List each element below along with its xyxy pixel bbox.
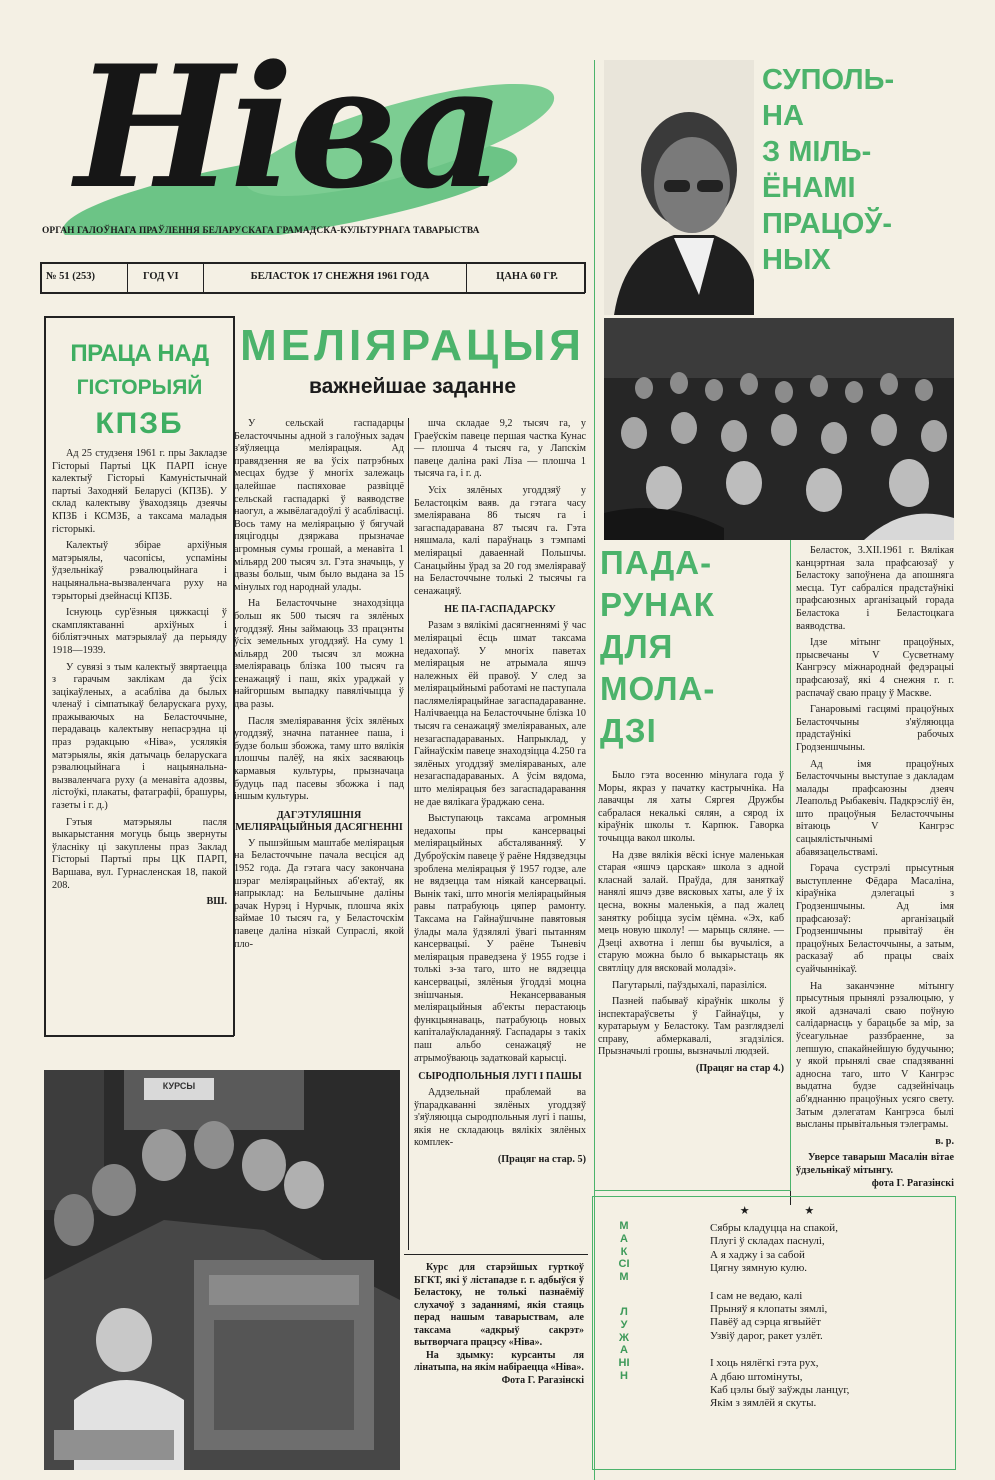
course-caption-credit: Фота Г. Рагазінскі [501, 1374, 584, 1386]
poem-s1-l1: Сябры кладуцца на спакой, [710, 1222, 838, 1234]
supolna-p1: Беласток, 3.XII.1961 г. Вялікая канцэртная зала прафсаюзаў у Беластоку запоўнена да апошняга месца. Тут сабраліся прадстаўнікі прафсаюзных арганізацый горада Беластока і Беластоцкага ваяводства. [796, 545, 954, 632]
gift-p2: На дзве вялікія вёскі існуе маленькая старая «яшчэ царская» школа з адной класнай залай. Праўда, для заняткаў нанялі яшчэ дзве вясковых хаты, але ў іх цесна, вокны маленькія, а пад жалец занятку робіцца зусім цёмна. «Эх, каб мець новую школу! — марыць сяляне. — Дзеці ахвотна і лепш бы вучыліся, а старую можна было б выкарыстаць як святліцу для вясковай моладзі». [598, 849, 784, 974]
supolna-hl-1: СУПОЛЬ- [762, 64, 895, 96]
issue-dateline: БЕЛАСТОК 17 СНЕЖНЯ 1961 ГОДА [250, 271, 430, 282]
supolna-sig: в. р. [935, 1135, 954, 1147]
kpzb-headline-3: КПЗБ [95, 407, 184, 440]
supolna-hl-4: ЁНАМІ [762, 172, 856, 204]
masthead [40, 28, 580, 235]
poem-author-last: ЛУЖАНІН [618, 1306, 630, 1382]
poem-stars: ★ ★ [739, 1205, 841, 1217]
issue-price: ЦАНА 60 ГР. [496, 271, 558, 282]
supolna-p3: Ганаровымі гасцямі працоўных Беласточчыны з'яўляюцца прадстаўнікі рабочых Гродзеншчыны. [796, 704, 954, 753]
kpzb-paragraph-2: Калектыў збірае архіўныя матэрыялы, часопісы, успаміны ўдзельнікаў рэвалюцыйнага і нацыянальна-вызваленчага руху на тэрыторыі дзейнасці КПЗБ. [52, 540, 227, 602]
meliaracyja-col2-p1: шча складае 9,2 тысяч га, у Граеўскім павеце першая частка Кунас — плошча 4 тысяч га, у Лапскім павеце даліна ракі Ліза — плошча 1 тысяча га, і г. д. [414, 418, 586, 480]
gift-body [598, 770, 784, 1076]
kpzb-paragraph-1: Ад 25 студзеня 1961 г. пры Закладзе Гісторыі Партыі ЦК ПАРП існуе калектыў Гісторыі Камуністычнай партыі Заходняй Беларусі (КПЗБ). У склад калектыву ўваходзяць дзеячы КПЗБ і КСМЗБ, а таксама маладыя гісторыкі. [52, 448, 227, 535]
supolna-hl-6: НЫХ [762, 244, 831, 276]
kpzb-paragraph-3: Існуюць сур'ёзныя цяжкасці ў скампляктаванні архіўных і бібліятэчных матэрыялаў да перыяду 1918—1939. [52, 607, 227, 656]
supolna-hl-5: ПРАЦОЎ- [762, 208, 893, 240]
kpzb-headline-2: ГІСТОРЫЯЙ [76, 376, 203, 399]
gift-continued: (Працяг на стар 4.) [695, 1063, 784, 1075]
meliaracyja-col2-p5: Аддзельнай праблемай ва ўпарадкаванні зялёных угоддзяў з'яўляюцца сыродпольныя лугі і пашы, якія не складаюць вялікіх зялёных комплек- [414, 1087, 586, 1149]
poem-text [710, 1222, 950, 1411]
article-kpzb [52, 340, 227, 909]
meliaracyja-col1-p3: Пасля змеліяравання ўсіх зялёных угоддзяў, значна патаннее паша, і будзе больш збожжа, таму што вялікія плошчы палёў, на якіх засяваюць кармавыя культуры, прызначаца будуць пад пасевы збожжа і пад іншым культуры. [234, 715, 404, 803]
poem-s3-l3: Каб цэлы быў заўжды ланцуг, [710, 1384, 850, 1397]
issue-number: № 51 (253) [46, 271, 96, 282]
meliaracyja-column-1 [234, 418, 404, 955]
poem-s1-l2: Плугі ў складах паснулі, [710, 1235, 825, 1248]
meliarацyja-headline: МЕЛІЯРАЦЫЯ [240, 321, 585, 370]
gift-headline [600, 542, 785, 752]
kpzb-paragraph-4: У сувязі з тым калектыў звяртаецца з гарачым заклікам да ўсіх зацікаўленых, а асабліва да былых членаў і сімпатыкаў беларускага руху, пражываючых на Беласточчыне, перадаваць калектыву непасрэдна ці праз рэдакцыю «Ніва», усялякія матэрыялы, якія датычаць беларускага рэвалюцыйнага і нацыянальна-вызваленчага руху (а менавіта адозвы, лістоўкі, плакаты, фатаграфіі, брашуры, газеты і г. д.) [52, 661, 227, 812]
course-caption-text-2: На здымку: курсанты ля лінатыпа, на якім набіраецца «Ніва». [414, 1349, 584, 1373]
meliaracyja-col1-p2: На Беласточчыне знаходзіцца больш як 500 тысяч га зялёных угоддзяў. Яны займаюць 33 працэнты ўсіх земельных угоддзяў. На суму 1 мільярд 200 тысяч зл можна змеліяраваць блізка 100 тысяч га сенажацяў і паш, якіх ураджай у найгоршым выпадку павялічыцца ў два разы. [234, 598, 404, 711]
gift-hl-2: РУНАК [600, 586, 715, 623]
course-photo-image [44, 1070, 400, 1470]
supolna-credit: фота Г. Рагазінскі [871, 1177, 954, 1189]
meliaracyja-subhead-2: НЕ ПА-ГАСПАДАРСКУ [444, 604, 556, 616]
course-sign: КУРСЫ [162, 1081, 196, 1091]
supolna-p4: Ад імя працоўных Беласточчыны выступае з дакладам малады прафсаюзны дзеяч Леапольд Рыбакевіч. Падкрэсліў ён, што працоўныя Беласточчыны вітаюць V Кангрэс сацыялістычнымі абавязацельствамі. [796, 758, 954, 858]
supolna-headline [762, 62, 952, 278]
gift-p4: Пазней пабываў кіраўнік школы ў інспектараўсветы ў Гайнаўцы, у куратарыум у Беластоку. Там разглядзелі справу, абмеркавалі, згадзіліся. Прызначылі грошы, вызначылі людзей. [598, 996, 784, 1058]
poem-s3-l4: Якім з зямлёй я скуты. [710, 1397, 817, 1410]
poem-s2-l1: І сам не ведаю, калі [710, 1289, 803, 1302]
supolna-p6: На заканчэнне мітынгу прысутныя прынялі рэзалюцыю, у якой адзначалі сваю поўную салідарнасць у барацьбе за мір, за ўсеагульнае раззбраенне, за лепшую, спакайнейшую будучыню; у якой прынялі свае спадзяванні адносна таго, што V Кангрэс выдатна будзе садзейнічаць аб'яднанню працоўных усяго свету. Затым дэлегатам Кангрэса былі высланы прывітальныя тэлеграмы. [796, 980, 954, 1131]
course-caption-text: Курс для старэйшых гурткоў БГКТ, які ў лістападзе г. г. адбыўся ў Беластоку, не толькі пазнаёміў слухачоў з заданнямі, якія стаяць перад нашым таварыствам, але таксама «адкрыў сакрэт» вытворчага працэсу «Ніва». [414, 1262, 584, 1348]
poem-s2-l4: Узвіў дарог, ракет узлёт. [710, 1329, 823, 1342]
meliaracyja-col1-p1: У сельскай гаспадарцы Беласточчыны адной з галоўных задач з'яўляецца меліярацыя. Ад правядзення яе ва ўсіх патрэбных месцах будзе ў многіх залежаць далейшае паспяховае развіццё сельскай гаспадаркі ў ваяводстве наогул, а жывёлагадоўлі ў асаблівасці. Вось таму на меліярацыю ў бягучай пяцігодцы дзяржава прызначае агромныя сумы грошай, а менавіта 1 мільярд 200 тысяч зл. Гэта значыць, у двазы больш, чым было выдана за 15 мінулых год народнай улады. [234, 418, 404, 593]
poem-s2-l2: Прыняў я клопаты зямлі, [710, 1303, 828, 1316]
supolna-hl-3: З МІЛЬ- [762, 136, 872, 168]
supolna-hl-2: НА [762, 100, 804, 132]
poem-s3-l2: А дбаю штомінуты, [710, 1370, 803, 1383]
meliaracyja-subhead-3: СЫРОДПОЛЬНЫЯ ЛУГІ І ПАШЫ [418, 1071, 582, 1083]
issue-year: ГОД VI [143, 271, 179, 282]
poem-s2-l3: Павёў ад сэрца ягвыйёт [710, 1316, 821, 1329]
meliaracyja-col2-p4: Выступаюць таксама агромныя недахопы пры кансервацыі меліярацыйных абсталяванняў. У Дуброўскім павеце ў раёне Нядзведзцы зроблена меліярацыя ў 1957 годзе, але не вядзецца там ніякай кансервацыі. Вынік такі, што многія меліярацыйныя равы патрабуюць цяпер рамонту. Таксама на Гайнаўшчыне павятовыя ўлады мала ўдзялялі ўвагі пытанням кансервацыі. У раёне Тыневіч меліярацыя праведзена ў 1955 годзе і толькі з-за таго, што не вядзецца кансервацыі, зялёныя ўгоддзі моцна знішчаныя. Некансерваваныя меліярацыйныя аб'екты перастаюць функцыянаваць, патрабуюць новых капіталаўкладанняў. Гаспадары з такіх паш альбо сенажацяў не атрымоўваюць задатковай карысці. [414, 813, 586, 1064]
masalin-portrait-image [604, 60, 754, 315]
kpzb-paragraph-5: Гэтыя матэрыялы пасля выкарыстання могуць быць звернуты ўласніку ці закуплены праз Заклад Гісторыі Партыі пры ЦК ПАРП, Варшава, вул. Гурнасленская 18, пакой 208. [52, 816, 227, 891]
course-photo [44, 1070, 400, 1470]
masthead-title: Ніва [75, 28, 501, 226]
gift-hl-1: ПАДА- [600, 544, 713, 581]
meliaracyja-subheadline: важнейшае заданне [308, 375, 517, 398]
gift-hl-4: МОЛА- [600, 670, 716, 707]
poem-author-first: МАКСІМ [618, 1220, 630, 1284]
gift-hl-5: ДЗІ [600, 712, 657, 749]
kpzb-headline-1: ПРАЦА НАД [70, 340, 209, 367]
kpzb-signature: ВШ. [206, 896, 227, 908]
supolna-p5: Горача сустрэлі прысутныя выступленне Фёдара Масаліна, кіраўніка дэлегацыі з Гродзеншчыны. Ад імя прафсаюзаў: арганізацый Гродзеншчыны прывітаў ён працоўных Беласточчыны, а затым, расказаў аб працы сваіх суайчыннікаў. [796, 863, 954, 975]
masthead-subtitle: ОРГАН ГАЛОЎНАГА ПРАЎЛЕННЯ БЕЛАРУСКАГА ГРАМАДСКА-КУЛЬТУРНАГА ТАВАРЫСТВА [42, 226, 480, 236]
meliaracyja-column-2 [414, 418, 586, 1167]
supolna-caption: Уверсе таварыш Масалін вітае ўдзельнікаў мітынгу. [796, 1152, 954, 1176]
gift-hl-3: ДЛЯ [600, 628, 674, 665]
supolna-body [796, 545, 954, 1190]
meeting-photo-image [604, 318, 954, 540]
gift-p3: Пагутарылі, паўздыхалі, паразіліся. [612, 979, 767, 991]
supolna-p2: Ідзе мітынг працоўных, прысвечаны V Сусветнаму Кангрэсу міжнароднай федэрацыі прафсаюзаў, які 4 снежня г. г. распачаў сваю працу ў Маскве. [796, 637, 954, 699]
poem-s3-l1: І хоць нялёгкі гэта рух, [710, 1357, 819, 1370]
poem-s1-l3: А я хаджу і за сабой [710, 1248, 805, 1261]
meliaracyja-col2-p3: Разам з вялікімі дасягненнямі ў час меліярацыі ёсць шмат таксама недахопаў. У многіх паветах меліярацыя не атрымала яшчэ належных ёй правоў. У след за меліярацыйнымі работамі не паступала паслямеліярацыйнае загаспадараванне. Налічваецца на Беласточчыне блізка 10 тысяч га сенажацяў змеліяраваных, але незагаспадараваных. Напрыклад, у Гайнаўскім павеце знаходзіцца 4.250 га зялёных угоддзяў змеліяраваных, але незагаспадараваных. А ўсім вядома, што меліярацыя без загаспадаравання не дае вялікага ўраджаю сена. [414, 620, 586, 808]
meliaracyja-col1-p4: У пышэйшым маштабе меліярацыя на Беласточчыне пачала весціся ад 1952 года. Да гэтага часу закончана шэраг меліярацыйных аб'ектаў, як напрыклад: на Бельшчыне даліны рачак Нурэц і Нурчык, плошча якіх займае 10 тысяч га, у Беласточскім павеце даліна нізкай Супраслі, якой пло- [234, 837, 404, 950]
masalin-portrait [604, 60, 754, 315]
meliaracyja-subhead-1: ДАГЭТУЛЯШНІЯ МЕЛІЯРАЦЫЙНЫЯ ДАСЯГНЕННІ [235, 809, 403, 833]
meliaracyja-col2-p2: Усіх зялёных угоддзяў у Беластоцкім ваяв. да гэтага часу змеліяравана 86 тысяч га і загаспадаравана 87 тысяч га. Гэта няшмала, калі параўнаць з тэмпамі меліярацыі даваеннай Польшчы. Санацыйны ўрад за 20 год змеліяраваў на Беласточчыне толькі 2 тысячы га сенажацяў. [414, 484, 586, 597]
gift-p1: Было гэта восенню мінулага года ў Моры, якраз у пачатку кастрычніка. На лавачцы ля хаты Сяргея Дружбы сабралася некалькі сялян, а сярод іх кіраўнік школы т. Карпюк. Гаворка точыцца вакол школы. [598, 770, 784, 844]
meeting-photo [604, 318, 954, 540]
meliaracyja-continued: (Працяг на стар. 5) [497, 1154, 586, 1166]
course-caption [414, 1262, 584, 1387]
poem-s1-l4: Цягну зямную кулю. [710, 1262, 808, 1275]
